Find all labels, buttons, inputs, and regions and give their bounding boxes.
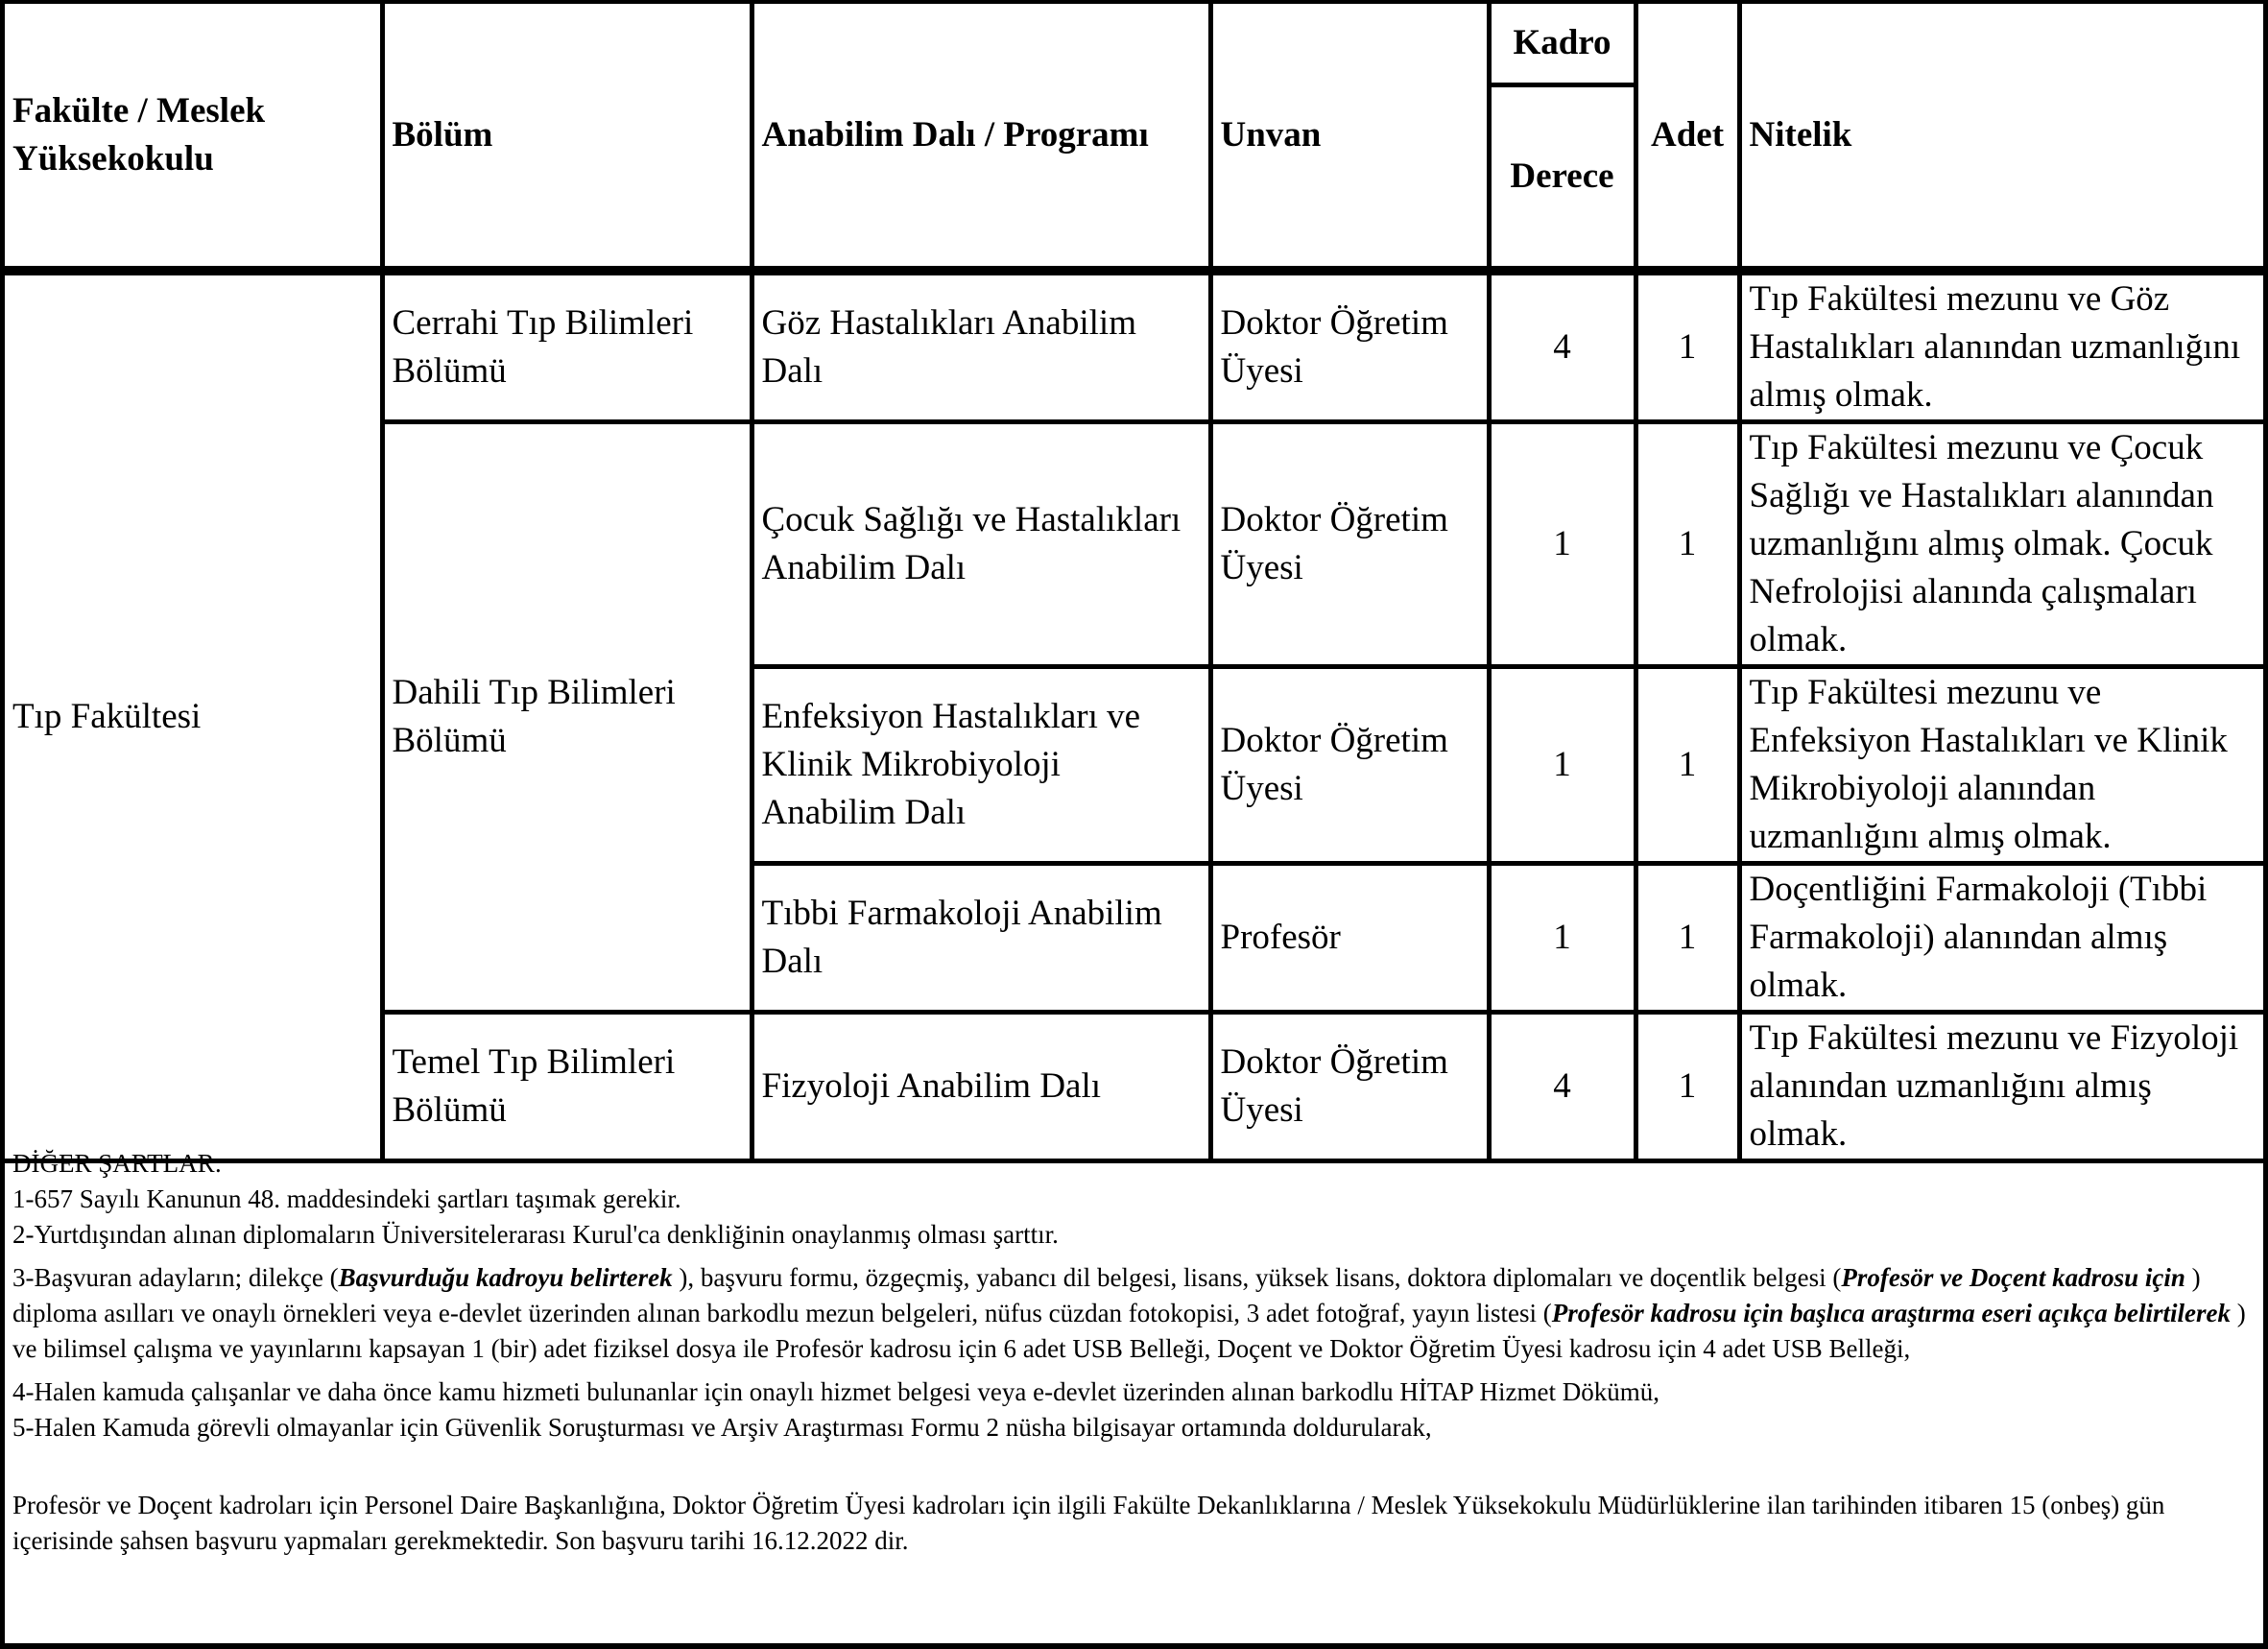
- derece-cell: 1: [1489, 667, 1635, 864]
- unvan-cell: Profesör: [1210, 864, 1489, 1013]
- nitelik-cell: Tıp Fakültesi mezunu ve Enfeksiyon Hastalıkları ve Klinik Mikrobiyoloji alanından uzmanlığını almış olmak.: [1739, 667, 2263, 864]
- header-bolum: Bölüm: [382, 4, 752, 271]
- condition-item-5: 5-Halen Kamuda görevli olmayanlar için Güvenlik Soruşturması ve Arşiv Araştırması Formu 2 nüsha bilgisayar ortamında doldurularak,: [12, 1413, 1432, 1442]
- condition-item-3: [12, 1260, 2263, 1367]
- anabilim-cell: Enfeksiyon Hastalıkları ve Klinik Mikrobiyoloji Anabilim Dalı: [752, 667, 1210, 864]
- derece-cell: 4: [1489, 1013, 1635, 1161]
- condition-3-text: ) ve bilimsel çalışma ve yayınlarını kapsayan 1 (bir) adet fiziksel dosya ile Profesör kadrosu için 6 adet USB Belleği, Doçent ve Doktor Öğretim Üyesi kadrosu için 4 adet USB Belleği,: [12, 1299, 2246, 1363]
- adet-cell: 1: [1635, 271, 1739, 422]
- nitelik-cell: Tıp Fakültesi mezunu ve Göz Hastalıkları alanından uzmanlığını almış olmak.: [1739, 271, 2263, 422]
- adet-cell: 1: [1635, 667, 1739, 864]
- adet-cell: 1: [1635, 422, 1739, 667]
- unvan-cell: Doktor Öğretim Üyesi: [1210, 271, 1489, 422]
- unvan-cell: Doktor Öğretim Üyesi: [1210, 667, 1489, 864]
- condition-3-text: 3-Başvuran adayların; dilekçe (: [12, 1263, 339, 1292]
- derece-cell: 1: [1489, 422, 1635, 667]
- header-fakulte: Fakülte / Meslek Yüksekokulu: [5, 4, 382, 271]
- derece-cell: 4: [1489, 271, 1635, 422]
- header-unvan: Unvan: [1210, 4, 1489, 271]
- anabilim-cell: Göz Hastalıkları Anabilim Dalı: [752, 271, 1210, 422]
- condition-3-emphasis: Başvurduğu kadroyu belirterek: [338, 1263, 673, 1292]
- anabilim-cell: Fizyoloji Anabilim Dalı: [752, 1013, 1210, 1161]
- condition-3-emphasis: Profesör ve Doçent kadrosu için: [1841, 1263, 2185, 1292]
- header-anabilim: Anabilim Dalı / Programı: [752, 4, 1210, 271]
- bolum-cell: Dahili Tıp Bilimleri Bölümü: [382, 422, 752, 1013]
- nitelik-cell: Doçentliğini Farmakoloji (Tıbbi Farmakoloji) alanından almış olmak.: [1739, 864, 2263, 1013]
- adet-cell: 1: [1635, 1013, 1739, 1161]
- other-conditions: [12, 1146, 2263, 1559]
- nitelik-cell: Tıp Fakültesi mezunu ve Çocuk Sağlığı ve Hastalıkları alanından uzmanlığını almış olmak. Çocuk Nefrolojisi alanında çalışmaları olmak.: [1739, 422, 2263, 667]
- anabilim-cell: Tıbbi Farmakoloji Anabilim Dalı: [752, 864, 1210, 1013]
- anabilim-cell: Çocuk Sağlığı ve Hastalıkları Anabilim Dalı: [752, 422, 1210, 667]
- unvan-cell: Doktor Öğretim Üyesi: [1210, 1013, 1489, 1161]
- condition-item-4: 4-Halen kamuda çalışanlar ve daha önce kamu hizmeti bulunanlar için onaylı hizmet belgesi veya e-devlet üzerinden alınan barkodlu HİTAP Hizmet Dökümü,: [12, 1377, 1659, 1406]
- unvan-cell: Doktor Öğretim Üyesi: [1210, 422, 1489, 667]
- header-derece: Derece: [1489, 84, 1635, 271]
- conditions-title: DİĞER ŞARTLAR:: [12, 1149, 223, 1178]
- condition-3-text: ) diploma asılları ve onaylı örnekleri veya e-devlet üzerinden alınan barkodlu mezun belgeleri, nüfus cüzdan fotokopisi, 3 adet fotoğraf, yayın listesi (: [12, 1263, 2201, 1327]
- derece-cell: 1: [1489, 864, 1635, 1013]
- header-adet: Adet: [1635, 4, 1739, 271]
- condition-item-1: 1-657 Sayılı Kanunun 48. maddesindeki şartları taşımak gerekir.: [12, 1184, 681, 1213]
- bolum-cell: Cerrahi Tıp Bilimleri Bölümü: [382, 271, 752, 422]
- positions-table: [5, 4, 2263, 1163]
- fakulte-cell: Tıp Fakültesi: [5, 271, 382, 1161]
- condition-item-2: 2-Yurtdışından alınan diplomaların Üniversitelerarası Kurul'ca denkliğinin onaylanmış olması şarttır.: [12, 1220, 1059, 1249]
- header-nitelik: Nitelik: [1739, 4, 2263, 271]
- condition-3-text: ), başvuru formu, özgeçmiş, yabancı dil belgesi, lisans, yüksek lisans, doktora diplomaları ve doçentlik belgesi (: [672, 1263, 1842, 1292]
- header-kadro: Kadro: [1489, 4, 1635, 84]
- bolum-cell: Temel Tıp Bilimleri Bölümü: [382, 1013, 752, 1161]
- application-closing-note: Profesör ve Doçent kadroları için Personel Daire Başkanlığına, Doktor Öğretim Üyesi kadroları için ilgili Fakülte Dekanlıklarına / Meslek Yüksekokulu Müdürlüklerine ilan tarihinden itibaren 15 (onbeş) gün içerisinde şahsen başvuru yapmaları gerekmektedir. Son başvuru tarihi 16.12.2022 dir.: [12, 1491, 2165, 1555]
- table-row: [5, 271, 2263, 422]
- adet-cell: 1: [1635, 864, 1739, 1013]
- nitelik-cell: Tıp Fakültesi mezunu ve Fizyoloji alanından uzmanlığını almış olmak.: [1739, 1013, 2263, 1161]
- condition-3-emphasis: Profesör kadrosu için başlıca araştırma eseri açıkça belirtilerek: [1551, 1299, 2231, 1327]
